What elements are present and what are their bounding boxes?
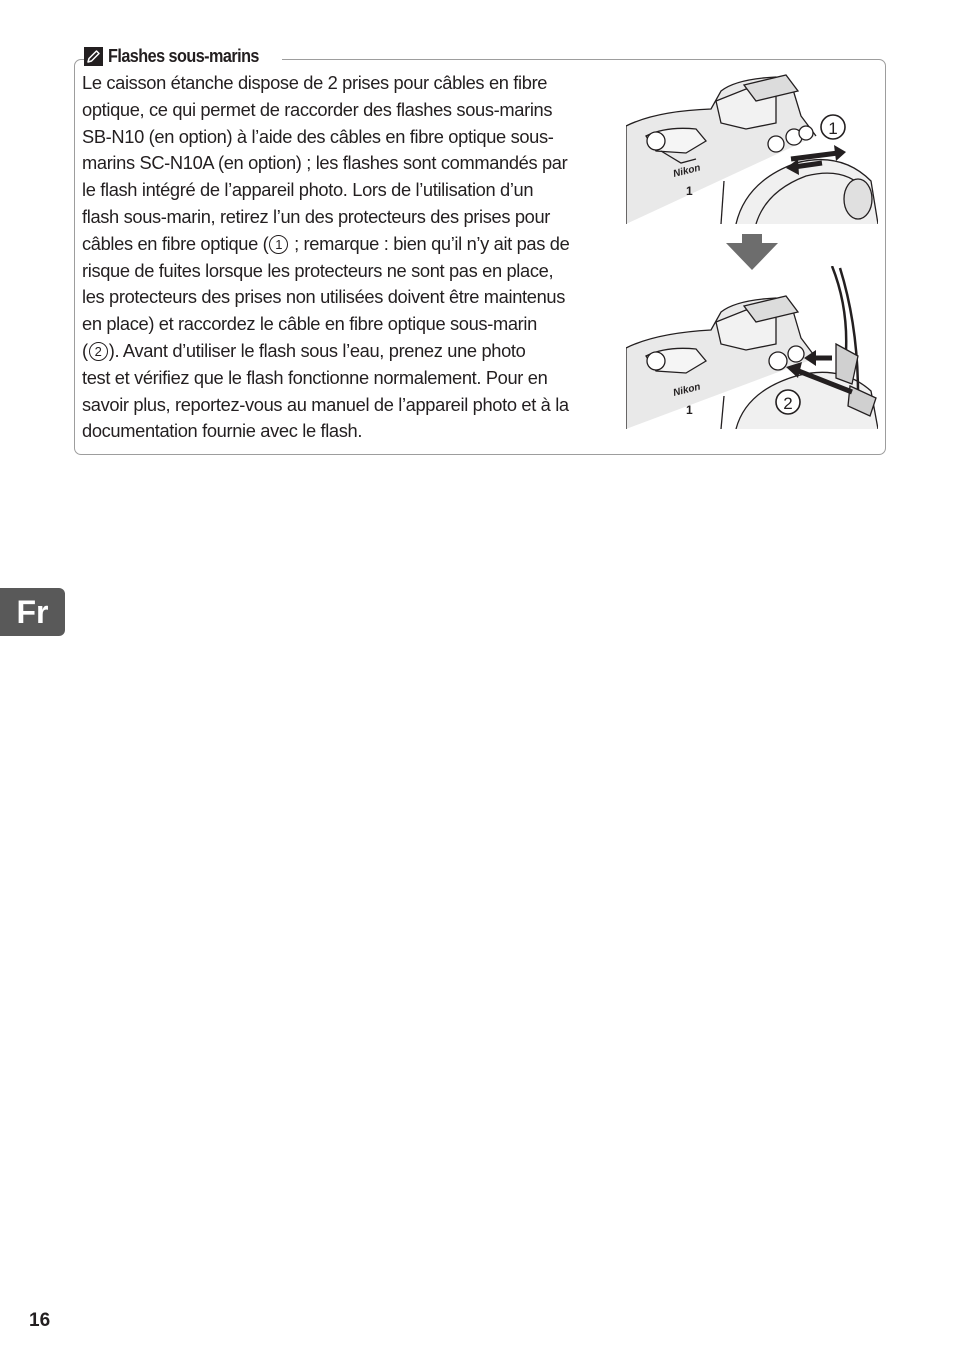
text-line: savoir plus, reportez-vous au manuel de l’appareil photo et à la <box>82 393 569 415</box>
callout-number: 2 <box>783 394 793 413</box>
callout-number: 1 <box>828 119 838 138</box>
pencil-icon <box>84 47 103 66</box>
text-line: risque de fuites lorsque les protecteurs ne sont pas en place, <box>82 259 554 281</box>
text-line: documentation fournie avec le flash. <box>82 420 363 442</box>
text-fragment: ). Avant d’utiliser le flash sous l’eau, prenez une photo <box>108 339 526 361</box>
text-line: Le caisson étanche dispose de 2 prises pour câbles en fibre <box>82 72 548 93</box>
note-body <box>82 70 604 445</box>
text-line: optique, ce qui permet de raccorder des flashes sous-marins <box>82 98 553 120</box>
camera-model-label: 1 <box>686 403 693 417</box>
language-code: Fr <box>16 593 49 630</box>
camera-model-label: 1 <box>686 184 693 198</box>
down-arrow-icon <box>726 234 778 270</box>
note-title: Flashes sous-marins <box>108 45 259 66</box>
camera-brand-label: Nikon <box>672 162 702 180</box>
text-line: marins SC-N10A (en option) ; les flashes sont commandés par <box>82 152 568 174</box>
text-line: flash sous-marin, retirez l’un des protecteurs des prises pour <box>82 205 551 227</box>
text-fragment: câbles en fibre optique ( <box>82 232 269 254</box>
note-heading <box>84 45 282 67</box>
step-marker-2: 2 <box>89 342 108 361</box>
text-line <box>82 231 604 258</box>
text-fragment: ( <box>82 339 88 361</box>
page-number: 16 <box>29 1310 51 1331</box>
step-marker-1: 1 <box>269 235 288 254</box>
language-tab <box>0 588 65 636</box>
text-line <box>82 338 604 365</box>
camera-brand-label: Nikon <box>672 381 702 399</box>
text-line: en place) et raccordez le câble en fibre optique sous-marin <box>82 313 537 335</box>
illustration-remove-cap <box>626 71 878 224</box>
text-line: SB-N10 (en option) à l’aide des câbles en fibre optique sous- <box>82 125 554 147</box>
text-line: les protecteurs des prises non utilisées doivent être maintenus <box>82 286 565 308</box>
illustration-connect-cable <box>626 266 878 429</box>
text-fragment: ; remarque : bien qu’il n’y ait pas de <box>289 232 570 254</box>
text-line: test et vérifiez que le flash fonctionne normalement. Pour en <box>82 366 548 388</box>
text-line: le flash intégré de l’appareil photo. Lors de l’utilisation d’un <box>82 179 534 201</box>
